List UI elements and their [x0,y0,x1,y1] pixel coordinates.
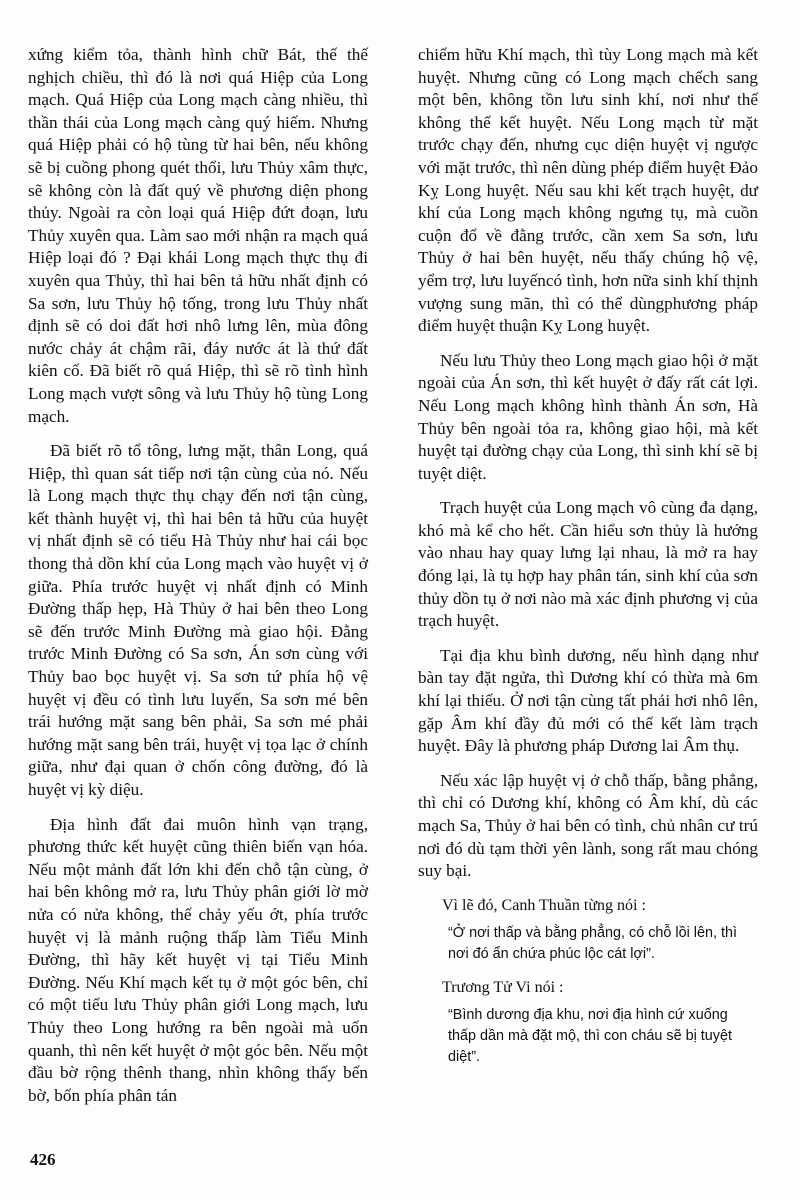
paragraph: Nếu xác lập huyệt vị ở chỗ thấp, bằng phẳng, thì chỉ có Dương khí, không có Âm khí, dù các mạch Sa, Thủy ở hai bên có tình, chủ nhân cư trú nơi đó dù tạm thời yên lành, song rất mau chóng suy bại. [418,770,758,881]
paragraph: chiếm hữu Khí mạch, thì tùy Long mạch mà kết huyệt. Nhưng cũng có Long mạch chếch sang một bên, không tồn lưu sinh khí, nơi như thế không thể kết huyệt. Nếu Long mạch từ mặt trước chạy đến, nhưng cục diện huyệt vị ngược với mặt trước, thì nên dùng phép điểm huyệt Đảo Kỵ Long huyệt. Nếu sau khi kết trạch huyệt, dư khí của Long mạch không ngưng tụ, mà cuồn cuộn đổ về đằng trước, cần xem Sa sơn, lưu Thủy ở hai bên huyệt, nếu thấy chúng hộ vệ, yểm trợ, lưu luyếncó tình, hơn nữa sinh khí thịnh vượng sung mãn, thì có thể dùngphương pháp điểm huyệt thuận Kỵ Long huyệt. [418,45,758,336]
page-number: 426 [30,1150,56,1169]
paragraph: Đã biết rõ tổ tông, lưng mặt, thân Long, quá Hiệp, thì quan sát tiếp nơi tận cùng của nó. Nếu là Long mạch thực thụ chạy đến nơi tận cùng, kết thành huyệt vị, thì hai bên tả hữu của huyệt vị nhất định sẽ có tiểu Hà Thủy như hai cái bọc thong thả dồn khí của Long mạch vào huyệt vị ở giữa. Phía trước huyệt vị nhất định có Minh Đường thấp hẹp, Hà Thủy ở hai bên theo Long sẽ đến trước Minh Đường mà giao hội. Đằng trước Minh Đường có Sa sơn, Án sơn cùng với Thủy bao bọc huyệt vị. Sa sơn tứ phía hộ vệ huyệt vị đều có tình lưu luyến, Sa sơn mé bên trái hướng mặt sang bên phải, Sa sơn mé phải hướng mặt sang bên trái, huyệt vị tọa lạc ở chính giữa, như đại quan ở chốn công đường, đó là huyệt vị kỳ diệu. [28,441,368,799]
right-column [418,44,758,1080]
left-column [28,44,368,1119]
paragraph: Địa hình đất đai muôn hình vạn trạng, phương thức kết huyệt cũng thiên biến vạn hóa. Nếu một mảnh đất lớn khi đến chỗ tận cùng, ở hai bên không mở ra, lưu Thủy phân giới lờ mờ nửa có nửa không, thế chảy yếu ớt, phía trước huyệt vị là mảnh ruộng thấp làm Tiểu Minh Đường, thì hãy kết huyệt vị tại Tiểu Minh Đường. Nếu Khí mạch kết tụ ở một góc bên, chỉ có một tiểu lưu Thủy phân giới Long mạch, lưu Thủy theo Long hướng ra bên ngoài mà uốn quanh, thì nên kết huyệt ở một góc bên. Nếu một đầu bờ rộng thênh thang, nhìn không thấy bến bờ, bốn phía phân tán [28,814,368,1105]
quote: “Ở nơi thấp và bằng phẳng, có chỗ lồi lên, thì nơi đó ẩn chứa phúc lộc cát lợi”. [448,924,737,962]
paragraph: Tại địa khu bình dương, nếu hình dạng như bàn tay đặt ngửa, thì Dương khí có thừa mà 6m khí lại thiếu. Ở nơi tận cùng tất phải hơi nhô lên, gặp Âm khí đầy đủ mới có thể kết làm trạch huyệt. Đây là phương pháp Dương lai Âm thụ. [418,645,758,756]
quote-intro: Trương Tử Vi nói : [442,978,564,996]
paragraph: Trạch huyệt của Long mạch vô cùng đa dạng, khó mà kể cho hết. Cần hiểu sơn thủy là hướng vào nhau hay quay lưng lại nhau, là mở ra hay đóng lại, là tụ hợp hay phân tán, sinh khí của sơn thủy dồn tụ ở nơi nào mà xác định phương vị của trạch huyệt. [418,498,758,631]
paragraph: xứng kiểm tỏa, thành hình chữ Bát, thế thế nghịch chiều, thì đó là nơi quá Hiệp của Long mạch. Quá Hiệp của Long mạch càng nhiều, thì thần thái của Long mạch càng quý hiếm. Nhưng quá Hiệp phải có hộ tùng từ hai bên, nếu không sẽ bị cuồng phong quét thổi, lưu Thủy xâm thực, sẽ không còn là đất quý về phương diện phong thủy. Ngoài ra còn loại quá Hiệp đứt đoạn, lưu Thủy xuyên qua. Làm sao mới nhận ra mạch quá Hiệp loại đó ? Đại khái Long mạch thực thụ đi xuyên qua Thủy, thì hai bên tả hữu nhất định có Sa sơn, lưu Thủy hộ tống, trong lưu Thủy nhất định sẽ có doi đất hơi nhô lưng lên, mùa đông nước chảy át chậm rãi, đáy nước át là thứ đất kiên cố. Đã biết rõ quá Hiệp, thì sẽ rõ tình hình Long mạch vượt sông và lưu Thủy hộ tùng Long mạch. [28,45,368,426]
quote-intro: Vì lẽ đó, Canh Thuần từng nói : [442,896,646,914]
quote: “Bình dương địa khu, nơi địa hình cứ xuống thấp dần mà đặt mộ, thì con cháu sẽ bị tuyệt diệt”. [448,1006,732,1065]
paragraph: Nếu lưu Thủy theo Long mạch giao hội ở mặt ngoài của Án sơn, thì kết huyệt ở đấy rất cát lợi. Nếu Long mạch không hình thành Án sơn, Hà Thủy bên ngoài tỏa ra, không giao hội, mà kết huyệt tại đường chạy của Long, thì sinh khí sẽ bị tuyệt diệt. [418,350,758,483]
